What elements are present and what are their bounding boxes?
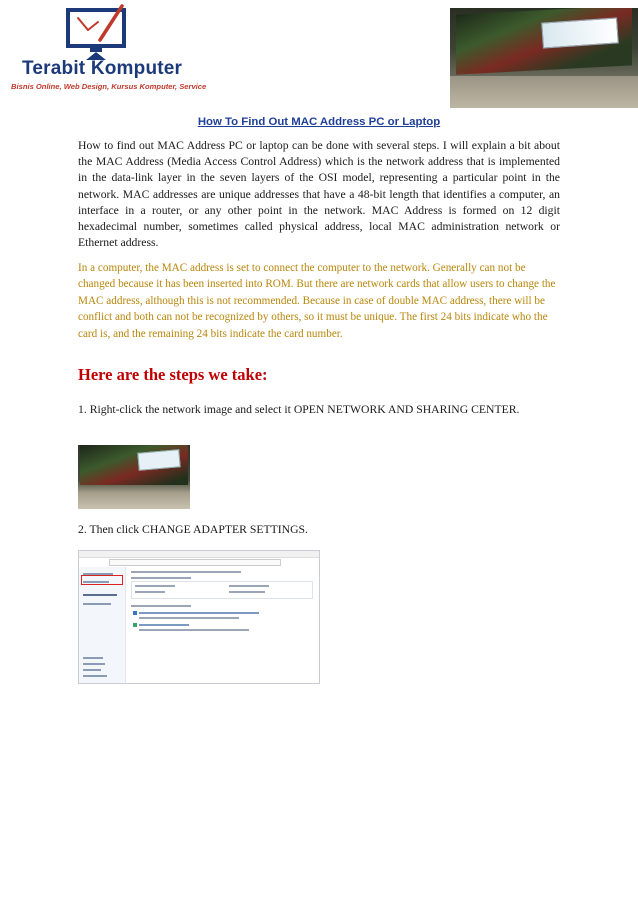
brand-logo <box>8 4 238 96</box>
monitor-pen-icon <box>58 4 138 60</box>
brand-tagline: Bisnis Online, Web Design, Kursus Komputer, Service <box>11 82 207 91</box>
step-1-screenshot <box>78 445 190 509</box>
brand-name: Terabit Komputer <box>22 58 183 79</box>
step-2-screenshot <box>78 550 320 684</box>
page-title: How To Find Out MAC Address PC or Laptop <box>197 116 441 128</box>
steps-heading: Here are the steps we take: <box>78 365 268 384</box>
mac-explanation-paragraph: In a computer, the MAC address is set to connect the computer to the network. Generally can not be changed because it has been inserted into ROM. But there are network cards that allow users to change the MAC address, although this is not recommended. Because in case of double MAC address, there will be conflict and both can not be recognized by others, so it must be unique. The first 24 bits indicate who the card is, and the remaining 24 bits indicate the card number. <box>78 262 556 340</box>
change-adapter-settings-highlight <box>81 575 123 585</box>
step-2-text: 2. Then click CHANGE ADAPTER SETTINGS. <box>78 523 308 536</box>
header-laptop-photo <box>450 8 638 108</box>
intro-paragraph: How to find out MAC Address PC or laptop can be done with several steps. I will explain a bit about the MAC Address (Media Access Control Address) which is the network address that is implemented in the data-link layer in the seven layers of the OSI model, representing a particular point in the network. MAC addresses are unique addresses that have a 48-bit length that identifies a computer, an interface in a router, or any other point in the network. MAC Address is formed on 12 digit hexadecimal number, sometimes called physical address, local MAC administration network or Ethernet address. <box>78 139 560 250</box>
step-1-text: 1. Right-click the network image and select it OPEN NETWORK AND SHARING CENTER. <box>78 403 520 416</box>
